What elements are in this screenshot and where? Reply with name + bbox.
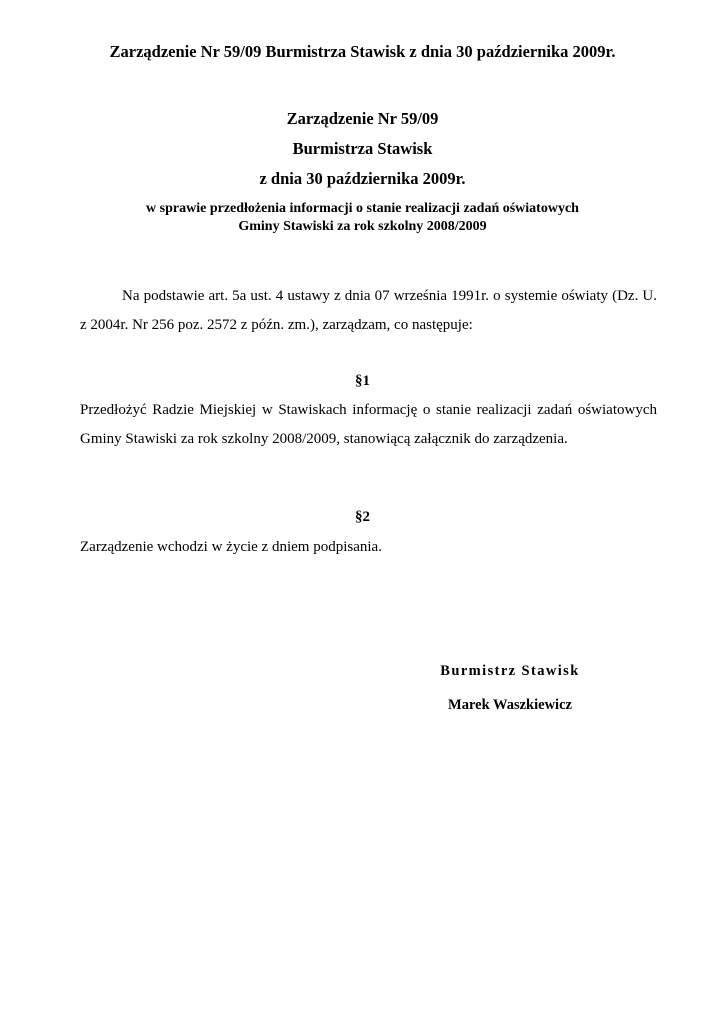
- document-header: Zarządzenie Nr 59/09 Burmistrza Stawisk z dnia 30 października 2009r.: [109, 42, 616, 61]
- signature-office: Burmistrz Stawisk: [440, 663, 580, 679]
- section-1-mark: §1: [355, 373, 370, 389]
- title-line-date: z dnia 30 października 2009r.: [259, 169, 466, 188]
- document-title: [0, 104, 725, 194]
- legal-basis-paragraph: Na podstawie art. 5a ust. 4 ustawy z dnia 07 września 1991r. o systemie oświaty (Dz. U. z 2004r. Nr 256 poz. 2572 z późn. zm.), zarządzam, co następuje:: [80, 288, 657, 333]
- subject-line: w sprawie przedłożenia informacji o stanie realizacji zadań oświatowych: [146, 201, 579, 216]
- section-2-mark: §2: [355, 509, 370, 525]
- title-line-number: Zarządzenie Nr 59/09: [286, 109, 439, 128]
- signature-name: Marek Waszkiewicz: [448, 697, 572, 713]
- section-2-text: Zarządzenie wchodzi w życie z dniem podpisania.: [80, 539, 382, 555]
- document-subject: [0, 200, 725, 236]
- title-line-issuer: Burmistrza Stawisk: [292, 139, 433, 158]
- subject-line: Gminy Stawiski za rok szkolny 2008/2009: [238, 219, 487, 234]
- section-1-text: Przedłożyć Radzie Miejskiej w Stawiskach informację o stanie realizacji zadań oświatowych Gminy Stawiski za rok szkolny 2008/2009, stanowiącą załącznik do zarządzenia.: [80, 402, 657, 447]
